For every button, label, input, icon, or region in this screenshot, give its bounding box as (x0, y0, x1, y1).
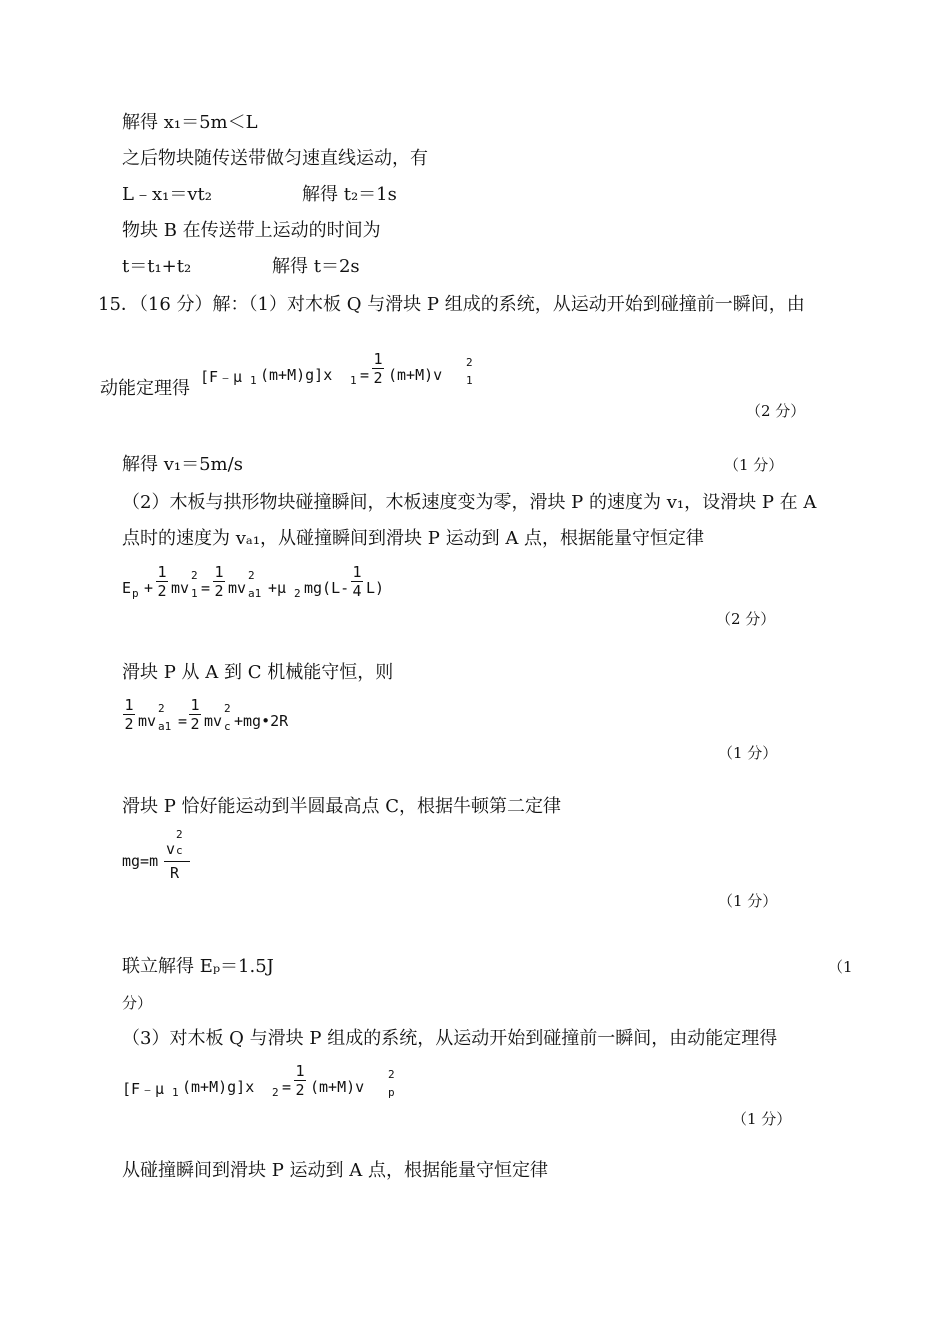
score-4: （1 分） (718, 744, 778, 762)
line-v1-result: 解得 v₁＝5m/s (122, 454, 243, 475)
question-15-intro: 15．（16 分）解：（1）对木板 Q 与滑块 P 组成的系统，从运动开始到碰撞前一瞬间，由 (98, 294, 805, 315)
equation-4: mg=m v 2 c R (122, 828, 242, 884)
line-t-result: 解得 t＝2s (272, 256, 360, 277)
equation-2: E p + 1 2 mv 2 1 = 1 2 mv 2 a1 +μ 2 mg(L- 1 4 L) (122, 563, 385, 600)
line-part2-desc: （2）木板与拱形物块碰撞瞬间，木板速度变为零，滑块 P 的速度为 v₁，设滑块 P 在 A (122, 492, 817, 513)
line-t2-result: 解得 t₂＝1s (302, 184, 397, 205)
line-x1-result: 解得 x₁＝5m＜L (122, 112, 258, 133)
line-energy-conservation: 滑块 P 从 A 到 C 机械能守恒，则 (122, 662, 394, 683)
score-3: （2 分） (716, 610, 776, 628)
score-6-part-b: 分） (122, 994, 153, 1012)
line-ep-result: 联立解得 Eₚ＝1.5J (122, 956, 274, 977)
equation-1: [F﹣μ 1 (m+M)g]x 1 = 1 2 (m+M)v 2 1 (200, 350, 473, 387)
line-kinetic-theorem: 动能定理得 (100, 378, 190, 399)
equation-3: 1 2 mv 2 a1 = 1 2 mv 2 c +mg•2R (124, 696, 289, 733)
line-uniform-motion: 之后物块随传送带做匀速直线运动，有 (122, 148, 428, 169)
line-newton-second-law: 滑块 P 恰好能运动到半圆最高点 C，根据牛顿第二定律 (122, 796, 562, 817)
score-5: （1 分） (718, 892, 778, 910)
score-1: （2 分） (746, 402, 806, 420)
line-part3-desc: （3）对木板 Q 与滑块 P 组成的系统，从运动开始到碰撞前一瞬间，由动能定理得 (122, 1028, 778, 1049)
line-energy-conservation-2: 从碰撞瞬间到滑块 P 运动到 A 点，根据能量守恒定律 (122, 1160, 548, 1181)
score-7: （1 分） (732, 1110, 792, 1128)
score-2: （1 分） (724, 456, 784, 474)
line-part2-desc-2: 点时的速度为 vₐ₁，从碰撞瞬间到滑块 P 运动到 A 点，根据能量守恒定律 (122, 528, 705, 549)
equation-5: [F﹣μ 1 (m+M)g]x 2 = 1 2 (m+M)v 2 p (122, 1062, 395, 1099)
line-l-minus-x1: L﹣x₁＝vt₂ (122, 184, 212, 205)
line-block-b-time: 物块 B 在传送带上运动的时间为 (122, 220, 381, 241)
score-6-part-a: （1 (828, 958, 853, 976)
line-t-sum: t＝t₁+t₂ (122, 256, 192, 277)
